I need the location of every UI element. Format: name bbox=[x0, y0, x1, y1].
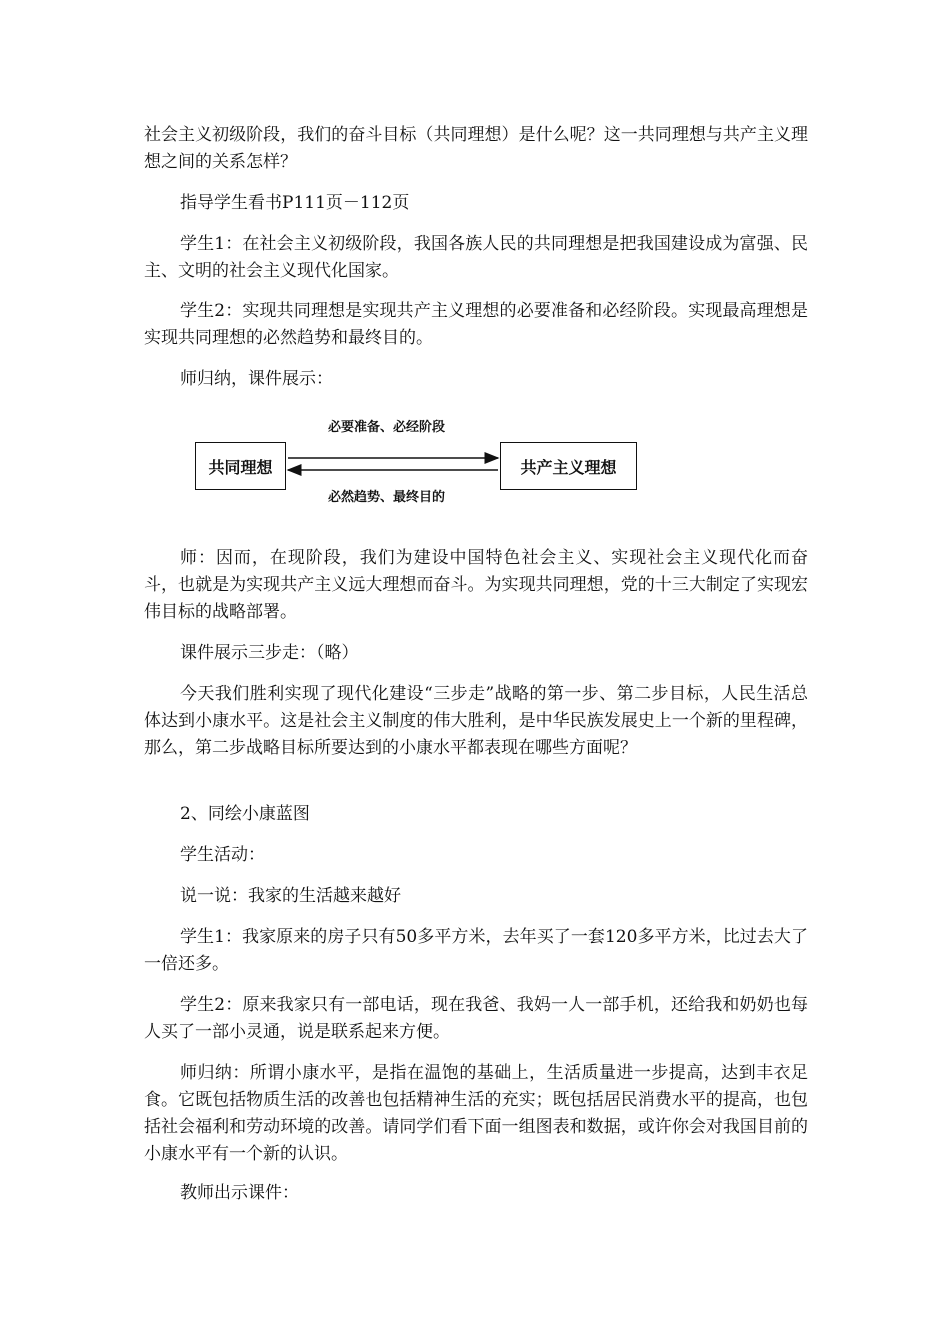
paragraph-teacher-summary: 师归纳，课件展示： bbox=[180, 369, 333, 389]
common-ideal-box: 共同理想 bbox=[195, 442, 286, 490]
paragraph-question: 社会主义初级阶段，我们的奋斗目标（共同理想）是什么呢？这一共同理想与共产主义理想之间的关系怎样？ bbox=[144, 125, 808, 172]
relationship-diagram bbox=[192, 408, 642, 508]
paragraph-student-activity: 学生活动： bbox=[180, 845, 265, 865]
paragraph-say-one: 说一说：我家的生活越来越好 bbox=[180, 886, 401, 906]
paragraph-guide-reading: 指导学生看书P111页－112页 bbox=[180, 193, 410, 213]
paragraph-student-1-house: 学生1：我家原来的房子只有50多平方米，去年买了一套120多平方米，比过去大了一倍还多。 bbox=[144, 927, 808, 974]
paragraph-student-1: 学生1：在社会主义初级阶段，我国各族人民的共同理想是把我国建设成为富强、民主、文明的社会主义现代化国家。 bbox=[144, 234, 808, 281]
paragraph-student-2: 学生2：实现共同理想是实现共产主义理想的必要准备和必经阶段。实现最高理想是实现共同理想的必然趋势和最终目的。 bbox=[144, 301, 808, 348]
section-heading-xiaokang: 2、同绘小康蓝图 bbox=[180, 804, 310, 824]
paragraph-teacher-statement: 师：因而，在现阶段，我们为建设中国特色社会主义、实现社会主义现代化而奋斗，也就是为实现共产主义远大理想而奋斗。为实现共同理想，党的十三大制定了实现宏伟目标的战略部署。 bbox=[144, 548, 808, 622]
paragraph-teacher-courseware: 教师出示课件： bbox=[180, 1183, 299, 1203]
paragraph-student-2-phone: 学生2：原来我家只有一部电话，现在我爸、我妈一人一部手机，还给我和奶奶也每人买了一部小灵通，说是联系起来方便。 bbox=[144, 995, 808, 1042]
top-arrow-label: 必要准备、必经阶段 bbox=[328, 420, 446, 435]
bottom-arrow-label: 必然趋势、最终目的 bbox=[328, 490, 446, 505]
communist-ideal-box: 共产主义理想 bbox=[500, 442, 637, 490]
paragraph-three-steps: 课件展示三步走：（略） bbox=[180, 643, 359, 663]
paragraph-teacher-xiaokang: 师归纳：所谓小康水平，是指在温饱的基础上，生活质量进一步提高，达到丰衣足食。它既包括物质生活的改善也包括精神生活的充实；既包括居民消费水平的提高，也包括社会福利和劳动环境的改善。请同学们看下面一组图表和数据，或许你会对我国目前的小康水平有一个新的认识。 bbox=[144, 1063, 808, 1164]
paragraph-three-steps-achievement: 今天我们胜利实现了现代化建设“三步走”战略的第一步、第二步目标，人民生活总体达到小康水平。这是社会主义制度的伟大胜利，是中华民族发展史上一个新的里程碑，那么，第二步战略目标所要达到的小康水平都表现在哪些方面呢？ bbox=[144, 684, 808, 758]
